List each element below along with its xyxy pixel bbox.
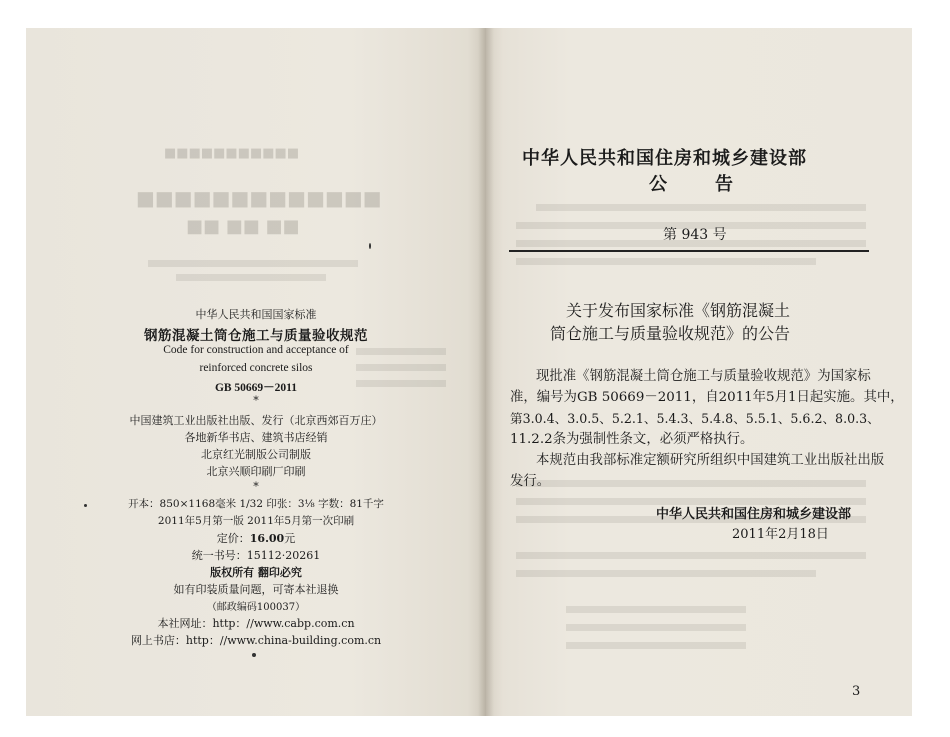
notice-heading: 公 告 <box>649 174 737 195</box>
body-line: 准，编号为GB 50669－2011，自2011年5月1日起实施。其中， <box>510 390 904 405</box>
bleed-through-line <box>176 274 326 281</box>
bleed-through-line <box>566 642 746 649</box>
bleed-through-line <box>566 606 746 613</box>
separator-star: * <box>253 394 259 407</box>
notice-number: 第 943 号 <box>663 227 727 243</box>
postcode: （邮政编码100037） <box>206 602 306 613</box>
book-title-en-line2: reinforced concrete silos <box>199 362 313 374</box>
printer-line: 北京兴顺印刷厂印刷 <box>206 465 306 478</box>
standard-code: GB 50669－2011 <box>214 382 298 394</box>
bleed-through-line <box>516 258 816 265</box>
bleed-through-line <box>536 204 866 211</box>
book-title-en-line1: Code for construction and acceptance of <box>163 344 349 356</box>
publisher-line: 中国建筑工业出版社出版、发行（北京西郊百万庄） <box>129 414 383 427</box>
book-spread <box>26 28 912 716</box>
bleed-through-line <box>516 552 866 559</box>
ministry-heading: 中华人民共和国住房和城乡建设部 <box>522 148 807 169</box>
price-label: 定价： <box>216 532 250 545</box>
bleed-through-line <box>148 260 358 267</box>
bleed-through-line <box>516 480 866 487</box>
page-number: 3 <box>852 684 861 699</box>
price <box>26 530 486 546</box>
bleed-through-text: ■■■■■■■■■■■ <box>164 146 300 161</box>
body-line: 本规范由我部标准定额研究所组织中国建筑工业出版社出版 <box>536 453 885 468</box>
price-value: 16.00 <box>249 532 285 545</box>
distributor-line: 各地新华书店、建筑书店经销 <box>184 431 328 444</box>
speck <box>252 653 256 657</box>
price-unit: 元 <box>284 532 296 545</box>
bleed-through-line <box>516 570 816 577</box>
publisher-website: 本社网址：http：//www.cabp.com.cn <box>157 617 355 630</box>
book-gutter <box>478 28 494 716</box>
standard-series: 中华人民共和国国家标准 <box>195 308 317 321</box>
left-page <box>26 28 486 716</box>
book-number: 统一书号：15112·20261 <box>191 549 321 562</box>
speck <box>369 243 371 249</box>
notice-date: 2011年2月18日 <box>732 527 829 542</box>
body-line: 现批准《钢筋混凝土筒仓施工与质量验收规范》为国家标 <box>536 369 871 384</box>
signature-ministry: 中华人民共和国住房和城乡建设部 <box>656 507 852 522</box>
body-line: 第3.0.4、3.0.5、5.2.1、5.4.3、5.4.8、5.5.1、5.6.2、8.0.3、 <box>510 411 880 426</box>
copyright-notice: 版权所有 翻印必究 <box>210 566 302 579</box>
bleed-through-text: ■■■■■■■■■■■■■ <box>136 186 382 210</box>
separator-star: * <box>253 480 259 493</box>
return-notice: 如有印装质量问题，可寄本社退换 <box>173 583 339 596</box>
body-line: 11.2.2条为强制性条文，必须严格执行。 <box>510 432 754 447</box>
notice-subject-line2: 筒仓施工与质量验收规范》的公告 <box>550 324 791 343</box>
heading-rule <box>509 250 869 252</box>
book-title-cn: 钢筋混凝土筒仓施工与质量验收规范 <box>144 328 368 344</box>
format-specs: 开本：850×1168毫米 1/32 印张：3⅛ 字数：81千字 <box>128 498 384 510</box>
bleed-through-line <box>566 624 746 631</box>
body-line: 发行。 <box>510 474 551 489</box>
typesetter-line: 北京红光制版公司制版 <box>201 448 311 461</box>
bleed-through-text: ■■ ■■ ■■ <box>186 216 300 237</box>
online-store: 网上书店：http：//www.china-building.com.cn <box>130 634 382 647</box>
notice-subject-line1: 关于发布国家标准《钢筋混凝土 <box>566 301 791 320</box>
edition-info: 2011年5月第一版 2011年5月第一次印刷 <box>157 515 355 527</box>
